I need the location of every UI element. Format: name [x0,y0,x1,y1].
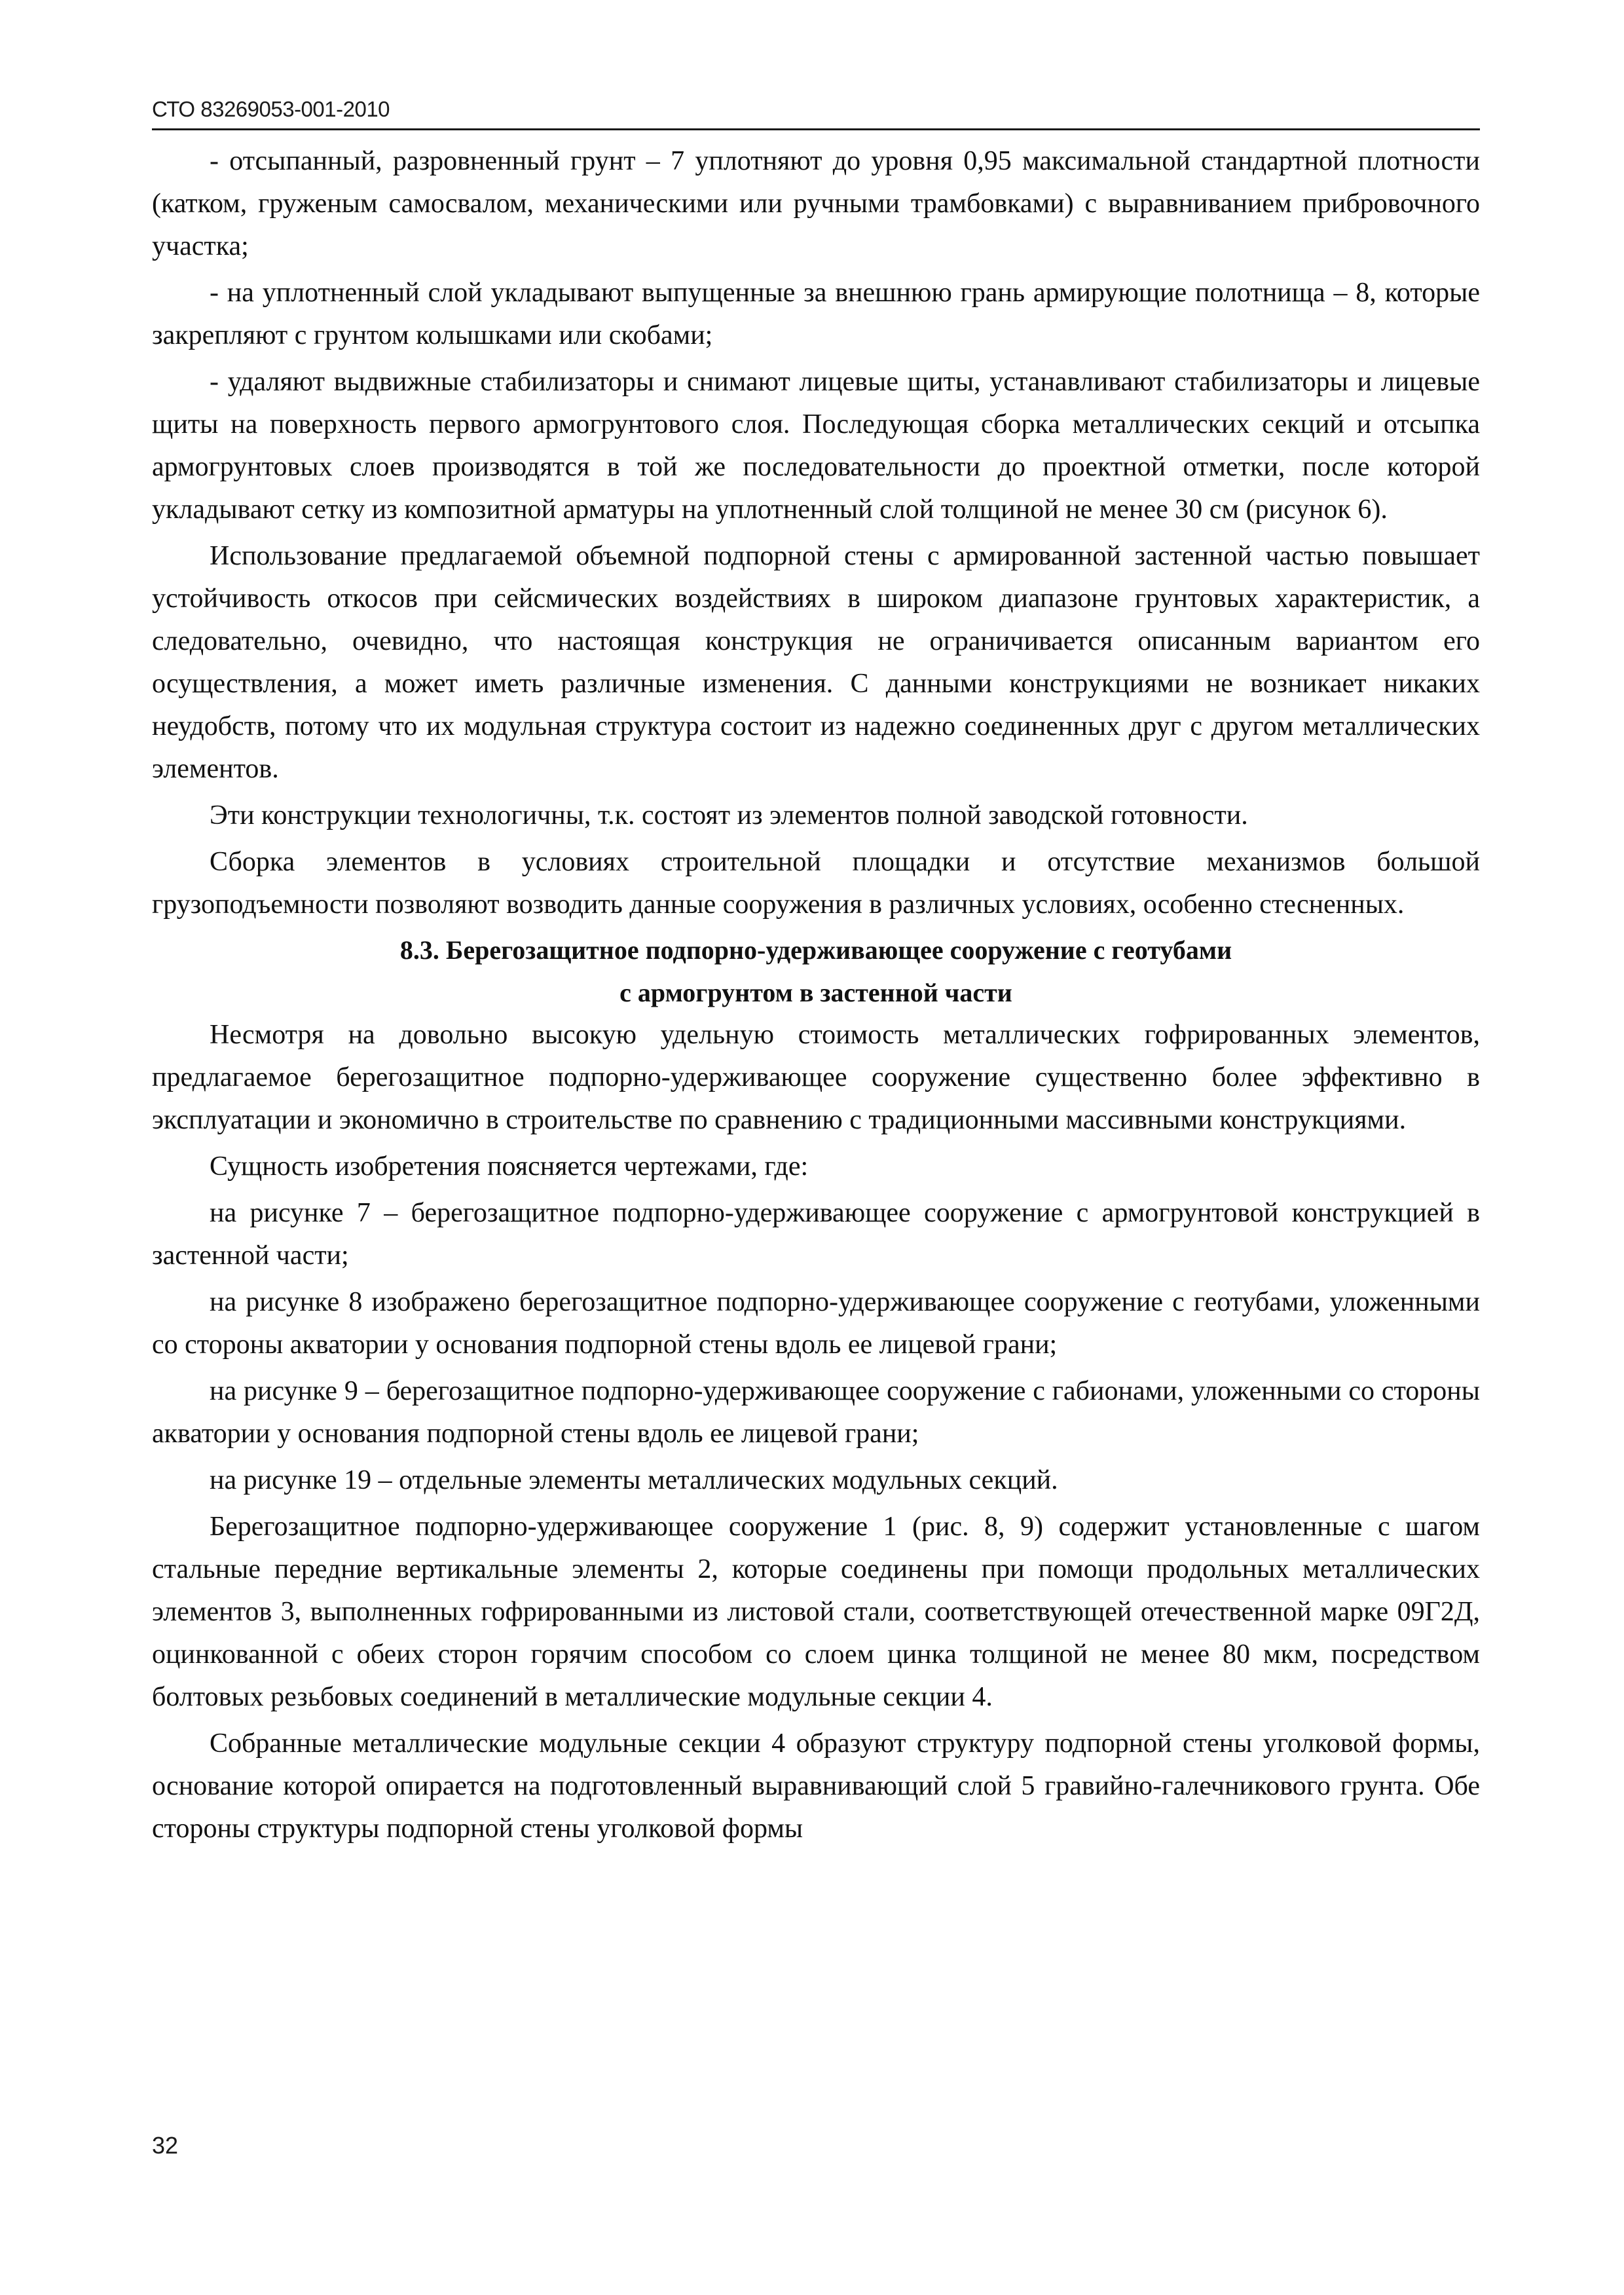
document-body [152,140,1480,1850]
paragraph-usage-benefits: Использование предлагаемой объемной подпорной стены с армированной застенной частью повышает устойчивость откосов при сейсмических воздействиях в широком диапазоне грунтовых характеристик, а следовательно, очевидно, что настоящая конструкция не ограничивается описанным вариантом его осуществления, а может иметь различные изменения. С данными конструкциями не возникает никаких неудобств, потому что их модульная структура состоит из надежно соединенных друг с другом металлических элементов. [152,541,1480,784]
page-number: 32 [152,2132,179,2159]
paragraph-figure-19: на рисунке 19 – отдельные элементы металлических модульных секций. [210,1465,1058,1495]
paragraph-modular-sections: Собранные металлические модульные секции 4 образуют структуру подпорной стены уголковой формы, основание которой опирается на подготовленный выравнивающий слой 5 гравийно-галечникового грунта. Обе стороны структуры подпорной стены уголковой формы [152,1728,1480,1844]
section-heading-line1: 8.3. Берегозащитное подпорно-удерживающее сооружение с геотубами [399,935,1232,965]
paragraph-drawings-intro: Сущность изобретения поясняется чертежами, где: [210,1151,809,1182]
section-heading-line2: с армогрунтом в застенной части [619,978,1012,1007]
paragraph-figure-8: на рисунке 8 изображено берегозащитное подпорно-удерживающее сооружение с геотубами, уложенными со стороны акватории у основания подпорной стены вдоль ее лицевой грани; [152,1287,1480,1360]
document-code-header: СТО 83269053-001-2010 [152,97,390,121]
paragraph-stabilizers: - удаляют выдвижные стабилизаторы и снимают лицевые щиты, устанавливают стабилизаторы и лицевые щиты на поверхность первого армогрунтового слоя. Последующая сборка металлических секций и отсыпка армогрунтовых слоев производятся в той же последовательности до проектной отметки, после которой укладывают сетку из композитной арматуры на уплотненный слой толщиной не менее 30 см (рисунок 6). [152,367,1480,525]
paragraph-manufacturability: Эти конструкции технологичны, т.к. состоят из элементов полной заводской готовности. [210,800,1248,830]
paragraph-cost-efficiency: Несмотря на довольно высокую удельную стоимость металлических гофрированных элементов, предлагаемое берегозащитное подпорно-удерживающее сооружение существенно более эффективно в эксплуатации и экономично в строительстве по сравнению с традиционными массивными конструкциями. [152,1020,1480,1135]
paragraph-figure-7: на рисунке 7 – берегозащитное подпорно-удерживающее сооружение с армогрунтовой конструкцией в застенной части; [152,1198,1480,1271]
header-divider [152,128,1480,130]
paragraph-assembly-conditions: Сборка элементов в условиях строительной площадки и отсутствие механизмов большой грузоподъемности позволяют возводить данные сооружения в различных условиях, особенно стесненных. [152,847,1480,920]
paragraph-structure-description: Берегозащитное подпорно-удерживающее сооружение 1 (рис. 8, 9) содержит установленные с шагом стальные передние вертикальные элементы 2, которые соединены при помощи продольных металлических элементов 3, выполненных гофрированными из листовой стали, соответствующей отечественной марке 09Г2Д, оцинкованной с обеих сторон горячим способом со слоем цинка толщиной не менее 80 мкм, посредством болтовых резьбовых соединений в металлические модульные секции 4. [152,1512,1480,1712]
section-heading [152,929,1480,1014]
paragraph-reinforcing-sheets: - на уплотненный слой укладывают выпущенные за внешнюю грань армирующие полотнища – 8, которые закрепляют с грунтом колышками или скобами; [152,278,1480,350]
paragraph-compaction: - отсыпанный, разровненный грунт – 7 уплотняют до уровня 0,95 максимальной стандартной плотности (катком, груженым самосвалом, механическими или ручными трамбовками) с выравниванием прибровочного участка; [152,146,1480,261]
paragraph-figure-9: на рисунке 9 – берегозащитное подпорно-удерживающее сооружение с габионами, уложенными со стороны акватории у основания подпорной стены вдоль ее лицевой грани; [152,1376,1480,1449]
